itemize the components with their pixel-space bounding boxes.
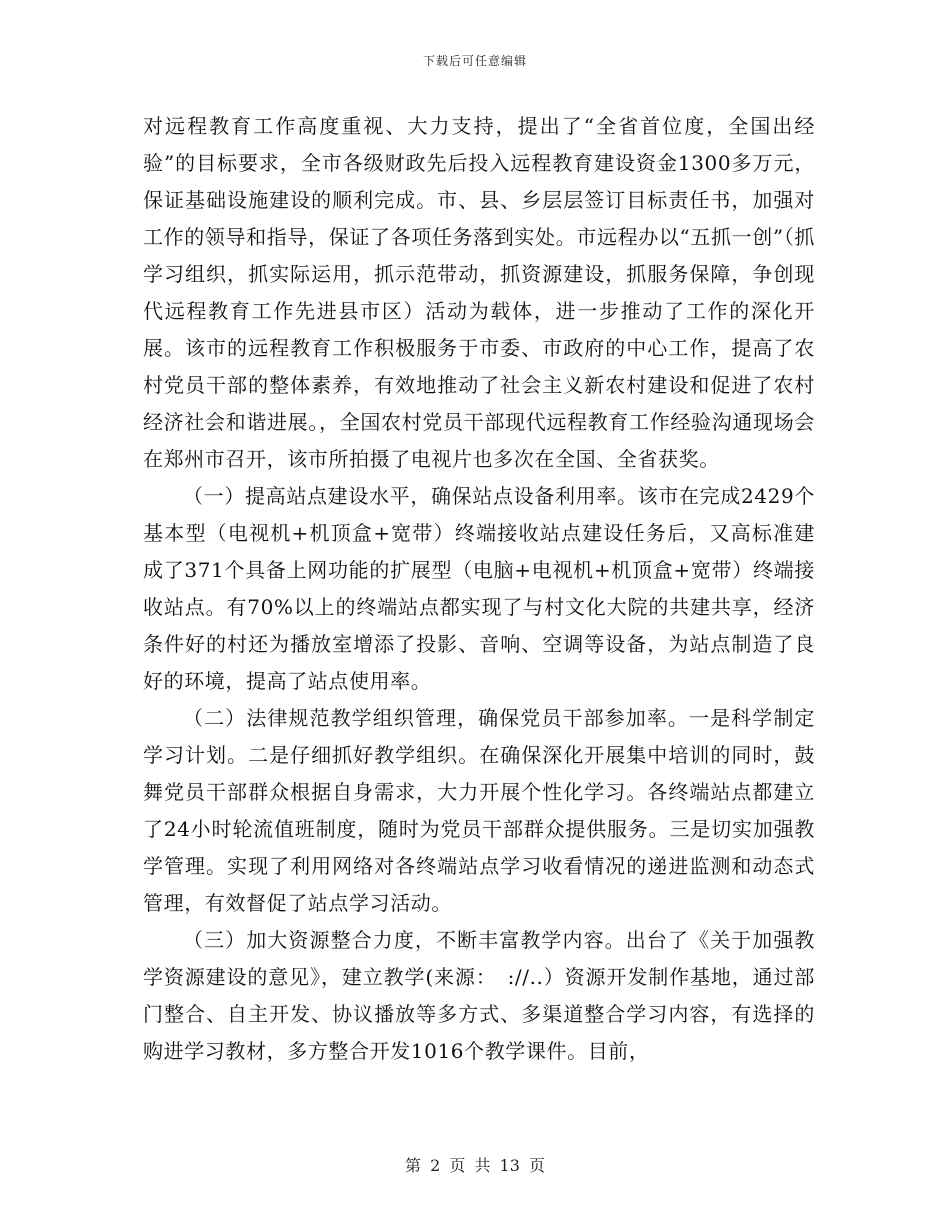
- paragraph-section-1: （一）提高站点建设水平，确保站点设备利用率。该市在完成2429个基本型（电视机+机顶盒+宽带）终端接收站点建设任务后，又高标准建成了371个具备上网功能的扩展型（电脑+电视机+机顶盒+宽带）终端接收站点。有70%以上的终端站点都实现了与村文化大院的共建共享，经济条件好的村还为播放室增添了投影、音响、空调等设备，为站点制造了良好的环境，提高了站点使用率。: [143, 484, 815, 693]
- paragraph-section-3: （三）加大资源整合力度，不断丰富教学内容。出台了《关于加强教学资源建设的意见》，建立教学(来源： ://..）资源开发制作基地，通过部门整合、自主开发、协议播放等多方式、多渠道整合学习内容，有选择的购进学习教材，多方整合开发1016个教学课件。目前，: [143, 928, 815, 1063]
- paragraph-intro: 对远程教育工作高度重视、大力支持，提出了“全省首位度，全国出经验”的目标要求，全市各级财政先后投入远程教育建设资金1300多万元，保证基础设施建设的顺利完成。市、县、乡层层签订目标责任书，加强对工作的领导和指导，保证了各项任务落到实处。市远程办以“五抓一创”（抓学习组织，抓实际运用，抓示范带动，抓资源建设，抓服务保障，争创现代远程教育工作先进县市区）活动为载体，进一步推动了工作的深化开展。该市的远程教育工作积极服务于市委、市政府的中心工作，提高了农村党员干部的整体素养，有效地推动了社会主义新农村建设和促进了农村经济社会和谐进展。，全国农村党员干部现代远程教育工作经验沟通现场会在郑州市召开，该市所拍摄了电视片也多次在全国、全省获奖。: [143, 114, 815, 471]
- document-body: [143, 108, 815, 1070]
- page-number-footer: 第 2 页 共 13 页: [405, 1156, 545, 1175]
- page-header: 下载后可任意编辑: [422, 54, 527, 68]
- paragraph-section-2: （二）法律规范教学组织管理，确保党员干部参加率。一是科学制定学习计划。二是仔细抓好教学组织。在确保深化开展集中培训的同时，鼓舞党员干部群众根据自身需求，大力开展个性化学习。各终端站点都建立了24小时轮流值班制度，随时为党员干部群众提供服务。三是切实加强教学管理。实现了利用网络对各终端站点学习收看情况的递进监测和动态式管理，有效督促了站点学习活动。: [143, 706, 815, 915]
